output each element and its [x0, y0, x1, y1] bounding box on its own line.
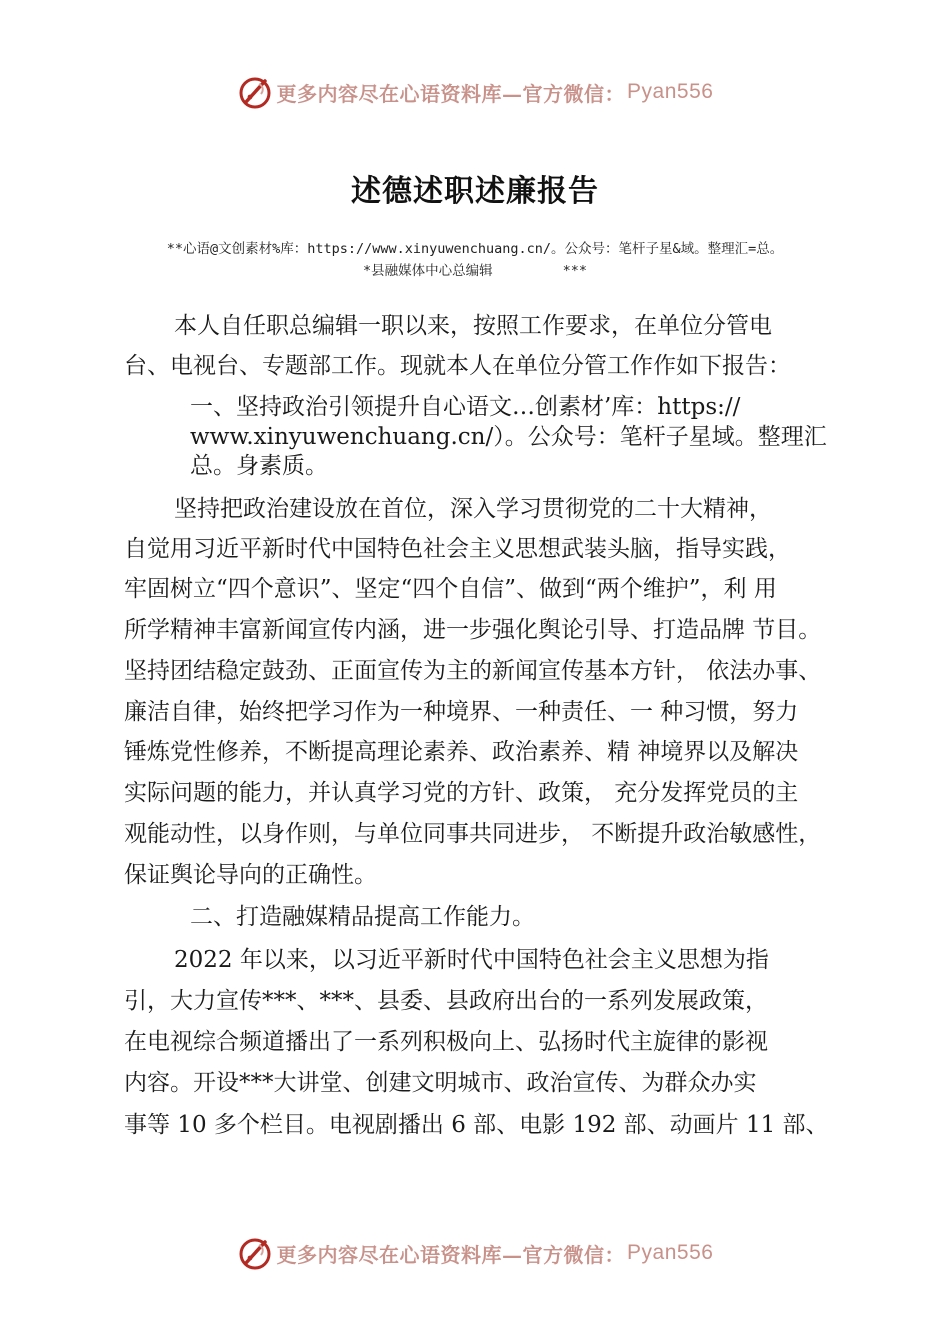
banner-text: 更多内容尽在心语资料库—官方微信： [276, 1242, 626, 1267]
body-line: 牢固树立“四个意识”、坚定“四个自信”、做到“两个维护”，利 用 [124, 576, 777, 602]
body-line: 自觉用习近平新时代中国特色社会主义思想武装头脑，指导实践， [124, 536, 791, 562]
body-line: 事等 10 多个栏目。电视剧播出 6 部、电影 192 部、动画片 11 部、 [124, 1112, 829, 1138]
bottom-banner [0, 1233, 950, 1273]
section-heading-1: 一、坚持政治引领提升自心语文…创素材’库：https:// [190, 394, 741, 420]
body-line: 在电视综合频道播出了一系列积极向上、弘扬时代主旋律的影视 [124, 1029, 768, 1055]
body-line: 保证舆论导向的正确性。 [124, 862, 377, 888]
document-title: 述德述职述廉报告 [351, 174, 599, 209]
banner-text: 更多内容尽在心语资料库—官方微信： [276, 81, 626, 106]
body-line: 锤炼党性修养，不断提高理论素养、政治素养、精 神境界以及解决 [124, 739, 799, 765]
banner-wechat-id: Pyan556 [627, 80, 714, 103]
author-affiliation: *县融媒体中心总编辑 [362, 263, 493, 279]
section-heading-1-cont: 总。身素质。 [190, 453, 328, 479]
body-line: 坚持把政治建设放在首位，深入学习贯彻党的二十大精神， [174, 496, 772, 522]
brush-logo-icon [237, 1235, 273, 1271]
body-line: 廉洁自律，始终把学习作为一种境界、一种责任、一 种习惯，努力 [124, 699, 799, 725]
top-banner [0, 72, 950, 112]
body-line: 内容。开设***大讲堂、创建文明城市、政治宣传、为群众办实 [124, 1070, 757, 1096]
body-line: 坚持团结稳定鼓劲、正面宣传为主的新闻宣传基本方针， 依法办事、 [124, 658, 822, 684]
body-line: 观能动性，以身作则，与单位同事共同进步， 不断提升政治敏感性， [124, 821, 822, 847]
banner-wechat-id: Pyan556 [627, 1241, 714, 1264]
body-line: 所学精神丰富新闻宣传内涵，进一步强化舆论引导、打造品牌 节目。 [124, 617, 822, 643]
section-heading-2: 二、打造融媒精品提高工作能力。 [190, 904, 535, 930]
source-line: **心语@文创素材%库：https://www.xinyuwenchuang.cn/。公众号：笔杆子星&域。整理汇=总。 [166, 241, 784, 257]
section-heading-1-cont: www.xinyuwenchuang.cn/）。公众号：笔杆子星域。整理汇 [190, 424, 827, 450]
brush-logo-icon [237, 74, 273, 110]
body-line: 引，大力宣传***、***、县委、县政府出台的一系列发展政策， [124, 988, 768, 1014]
body-line: 本人自任职总编辑一职以来，按照工作要求，在单位分管电 [174, 313, 772, 339]
body-line: 2022 年以来，以习近平新时代中国特色社会主义思想为指 [174, 947, 769, 973]
author-name-mask: *** [562, 263, 588, 279]
body-line: 台、电视台、专题部工作。现就本人在单位分管工作作如下报告： [124, 353, 791, 379]
body-line: 实际问题的能力，并认真学习党的方针、政策， 充分发挥党员的主 [124, 780, 799, 806]
author-line [0, 259, 950, 279]
